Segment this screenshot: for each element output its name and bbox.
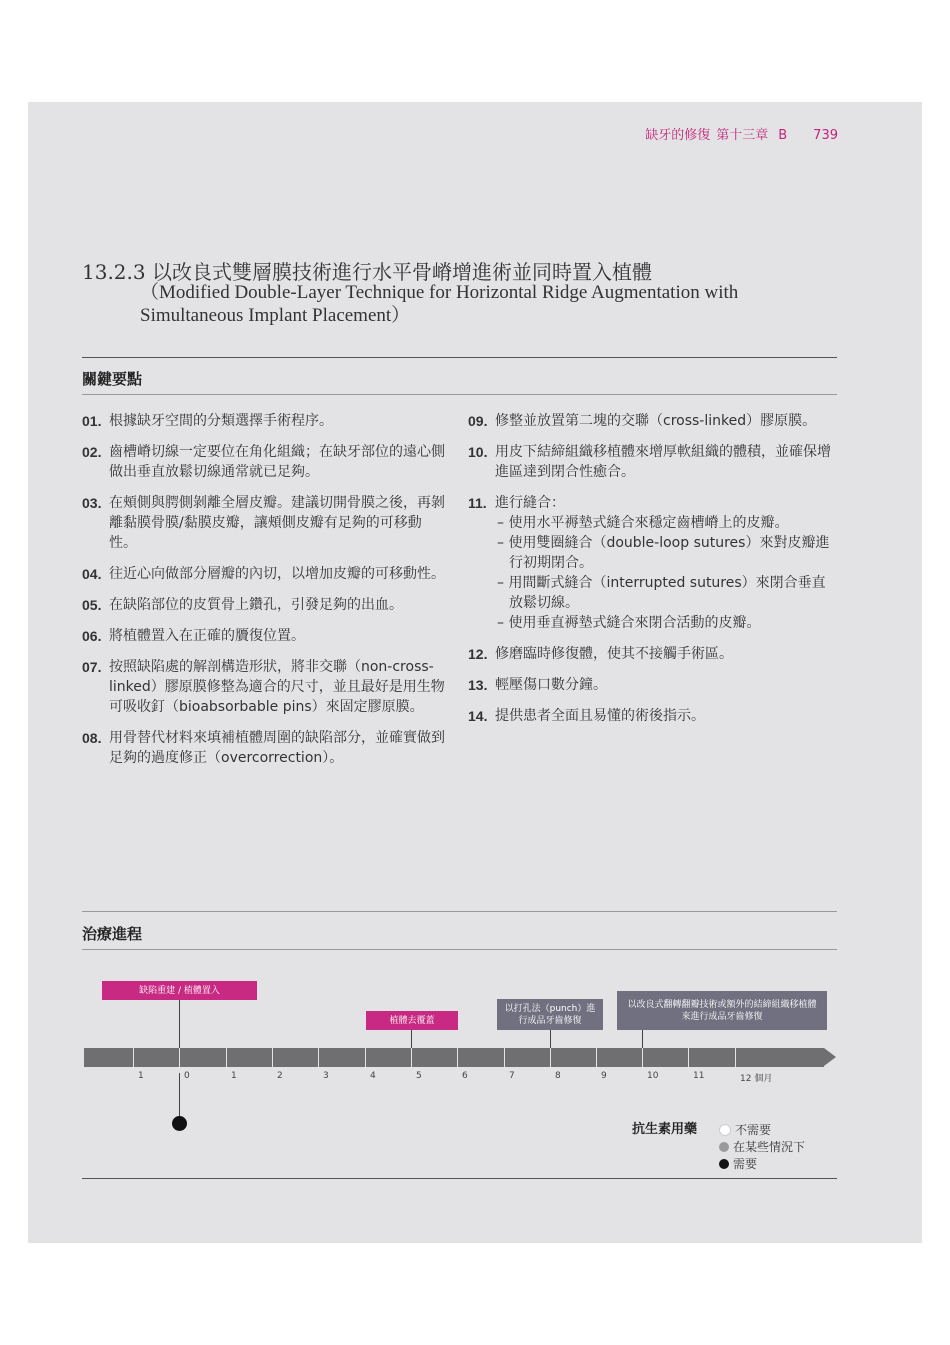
list-item: 10. 用皮下結締組織移植體來增厚軟組織的體積，並確保增進區達到閉合性癒合。 xyxy=(468,444,831,480)
suture-step: – 用間斷式縫合（interrupted sutures）來閉合垂直放鬆切線。 xyxy=(497,575,826,611)
timeline-connector xyxy=(642,1030,643,1048)
timeline-tick-label: 11 xyxy=(693,1071,705,1081)
timeline-tick-label: 7 xyxy=(509,1071,515,1081)
list-item: 08. 用骨替代材料來填補植體周圍的缺陷部分，並確實做到足夠的過度修正（overcorrection）。 xyxy=(82,730,445,766)
timeline-tick xyxy=(133,1048,134,1073)
divider xyxy=(82,1178,837,1179)
list-item: 11. 進行縫合： – 使用水平褥墊式縫合來穩定齒槽嵴上的皮瓣。 – 使用雙圈縫合（double-loop sutures）來對皮瓣進行初期閉合。 – 用間斷式縫合（interrupted sutures）來閉合垂直放鬆切線。 – 使用垂直褥墊式縫合來閉合活動的皮瓣。 xyxy=(468,493,838,633)
timeline-tag-flap-restoration: 以改良式翻轉翻瓣技術或額外的結締組織移植體來進行成品牙齒修復 xyxy=(617,991,827,1030)
legend-dot-icon xyxy=(719,1142,729,1152)
list-item: 13. 輕壓傷口數分鐘。 xyxy=(468,677,607,693)
list-item: 01. 根據缺牙空間的分類選擇手術程序。 xyxy=(82,413,333,429)
legend-title: 抗生素用藥 xyxy=(632,1122,698,1137)
legend-dot-icon xyxy=(719,1159,729,1169)
list-item: 02. 齒槽嵴切線一定要位在角化組織；在缺牙部位的遠心側做出垂直放鬆切線通常就已足夠。 xyxy=(82,444,445,480)
list-item: 06. 將植體置入在正確的贗復位置。 xyxy=(82,628,305,644)
chapter-letter: B xyxy=(778,128,788,143)
timeline-tag-punch-restoration: 以打孔法（punch）進行成品牙齒修復 xyxy=(497,999,603,1030)
timeline-tick xyxy=(318,1048,319,1073)
list-item: 03. 在頰側與腭側剝離全層皮瓣。建議切開骨膜之後，再剝離黏膜骨膜/黏膜皮瓣，讓頰側皮瓣有足夠的可移動性。 xyxy=(82,495,445,551)
list-item: 14. 提供患者全面且易懂的術後指示。 xyxy=(468,708,705,724)
legend-item: 不需要 xyxy=(719,1121,771,1138)
timeline-tick-label: 1 xyxy=(138,1071,144,1081)
list-item: 09. 修整並放置第二塊的交聯（cross-linked）膠原膜。 xyxy=(468,413,817,429)
page-number: 739 xyxy=(813,128,838,143)
key-points-left-column xyxy=(82,411,446,779)
timeline-tick xyxy=(735,1048,736,1073)
timeline-heading: 治療進程 xyxy=(82,925,143,943)
timeline-arrow-head xyxy=(824,1048,836,1066)
legend-item: 在某些情況下 xyxy=(719,1138,805,1155)
timeline-tick xyxy=(642,1048,643,1073)
timeline-tick-label: 0 xyxy=(184,1071,190,1081)
timeline-tick-label: 1 xyxy=(231,1071,237,1081)
antibiotic-required-dot xyxy=(172,1116,187,1131)
timeline-tick-label: 6 xyxy=(462,1071,468,1081)
timeline-tick-label: 12 個月 xyxy=(740,1074,773,1084)
timeline-tick xyxy=(550,1048,551,1073)
running-header xyxy=(560,124,838,143)
timeline-tick xyxy=(365,1048,366,1073)
chapter-number: 第十三章 xyxy=(716,128,769,143)
list-item: 12. 修磨臨時修復體，使其不接觸手術區。 xyxy=(468,646,733,662)
timeline-tick xyxy=(411,1048,412,1073)
timeline-tick-label: 4 xyxy=(370,1071,376,1081)
key-points-heading: 關鍵要點 xyxy=(82,370,143,388)
suture-step: – 使用水平褥墊式縫合來穩定齒槽嵴上的皮瓣。 xyxy=(497,515,789,531)
list-item: 05. 在缺陷部位的皮質骨上鑽孔，引發足夠的出血。 xyxy=(82,597,403,613)
legend-item: 需要 xyxy=(719,1155,757,1172)
timeline-tick-label: 5 xyxy=(416,1071,422,1081)
timeline-tick xyxy=(504,1048,505,1073)
timeline-tick-label: 3 xyxy=(323,1071,329,1081)
legend-dot-icon xyxy=(719,1124,731,1136)
divider xyxy=(82,911,837,912)
suture-step: – 使用雙圈縫合（double-loop sutures）來對皮瓣進行初期閉合。 xyxy=(497,535,830,571)
timeline-tick-label: 10 xyxy=(647,1071,659,1081)
divider xyxy=(82,357,837,358)
timeline-connector xyxy=(550,1030,551,1048)
timeline-tag-defect-reconstruction: 缺陷重建 / 植體置入 xyxy=(102,981,257,1000)
key-points-right-column xyxy=(468,411,838,737)
suture-step: – 使用垂直褥墊式縫合來閉合活動的皮瓣。 xyxy=(497,615,761,631)
timeline-tick xyxy=(272,1048,273,1073)
timeline-bar xyxy=(84,1048,824,1067)
timeline-tick xyxy=(179,1048,180,1073)
timeline-tag-implant-uncovery: 植體去覆蓋 xyxy=(366,1011,458,1030)
timeline-tick xyxy=(226,1048,227,1073)
timeline-tick-label: 9 xyxy=(601,1071,607,1081)
divider xyxy=(82,949,837,950)
timeline-tick xyxy=(596,1048,597,1073)
chapter-name: 缺牙的修復 xyxy=(645,128,711,143)
section-title: 13.2.3 以改良式雙層膜技術進行水平骨嵴增進術並同時置入植體 xyxy=(82,260,652,284)
timeline-tick-label: 8 xyxy=(555,1071,561,1081)
timeline-tick-label: 2 xyxy=(277,1071,283,1081)
timeline-tick xyxy=(457,1048,458,1073)
section-subtitle: （Modified Double-Layer Technique for Horizontal Ridge Augmentation with Simultaneous Implant Placement） xyxy=(140,282,739,326)
list-item: 07. 按照缺陷處的解剖構造形狀，將非交聯（non-cross-linked）膠原膜修整為適合的尺寸，並且最好是用生物可吸收釘（bioabsorbable pins）來固定膠原膜。 xyxy=(82,659,445,715)
timeline-connector xyxy=(411,1030,412,1048)
timeline-tick xyxy=(688,1048,689,1073)
divider xyxy=(82,394,837,395)
list-item: 04. 往近心向做部分層瓣的內切，以增加皮瓣的可移動性。 xyxy=(82,566,445,582)
